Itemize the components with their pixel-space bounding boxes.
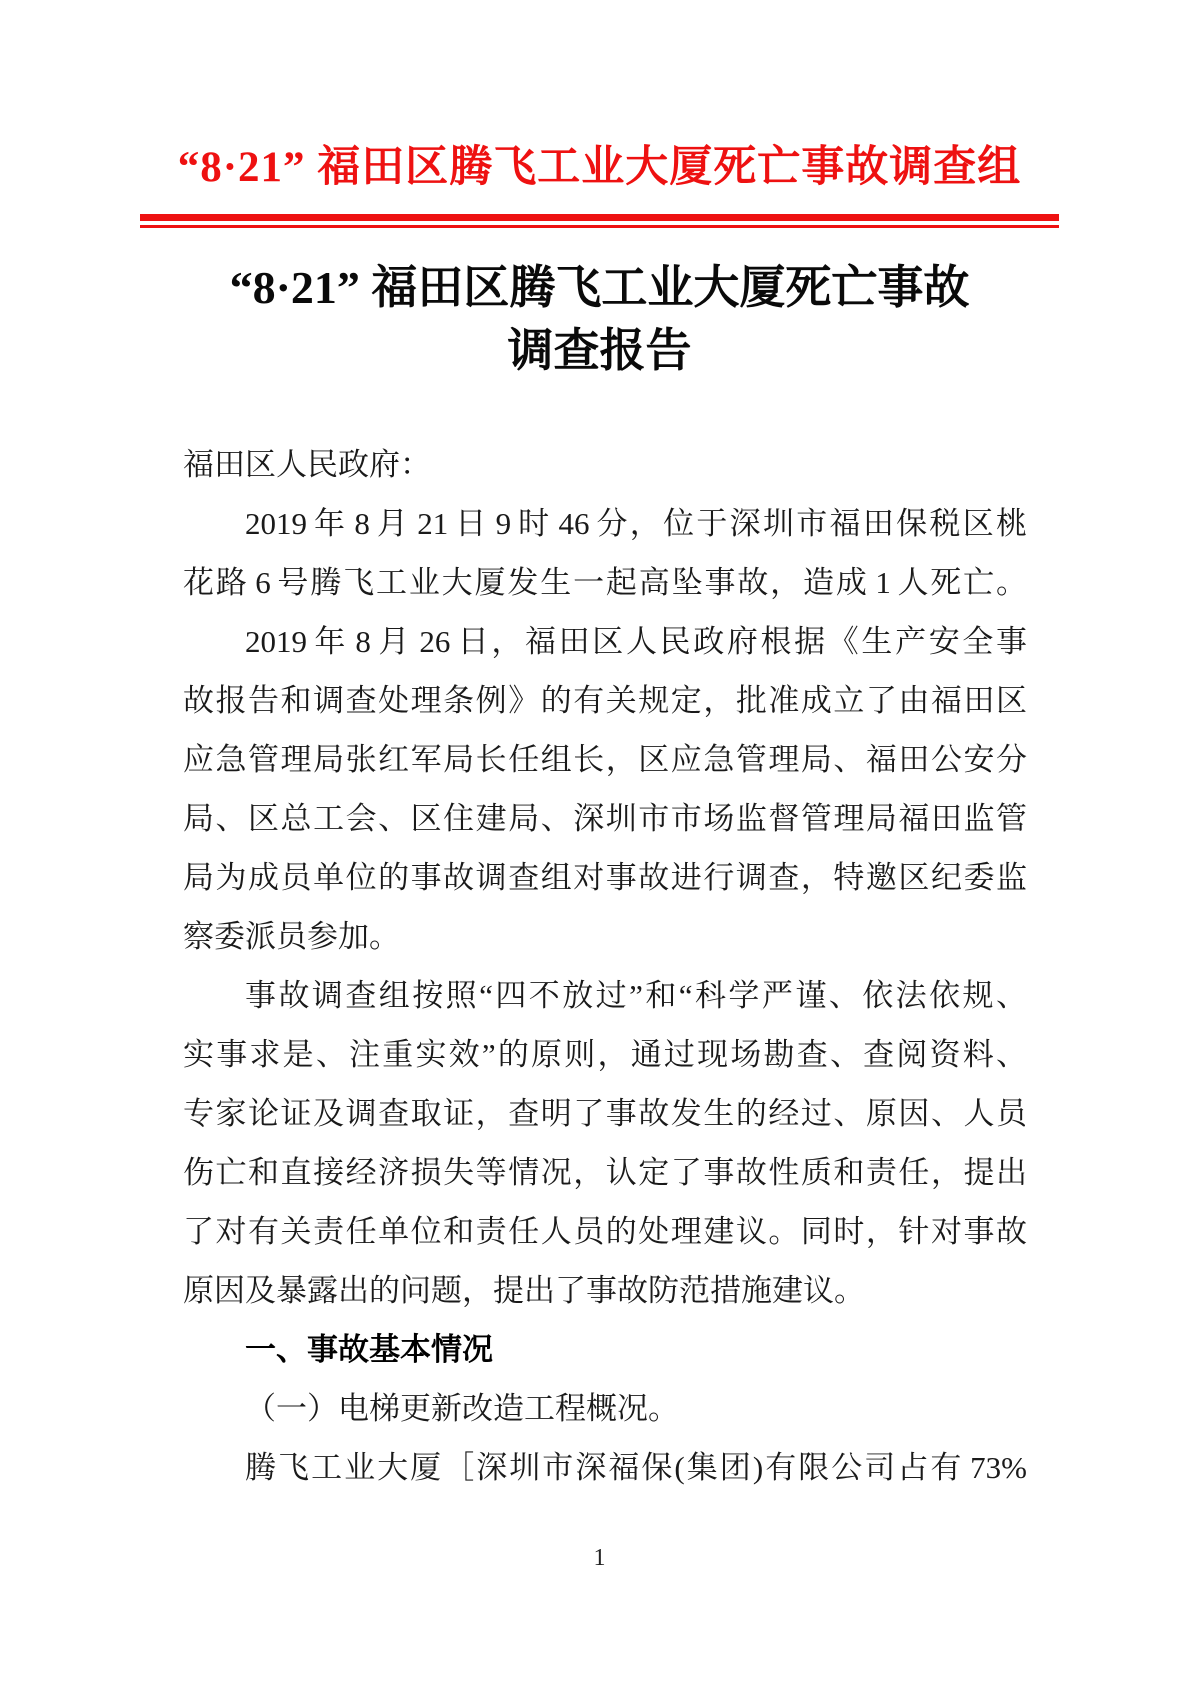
body-line: 局为成员单位的事故调查组对事故进行调查，特邀区纪委监 [183, 860, 1027, 895]
body-line: 察委派员参加。 [183, 919, 400, 954]
body-line: 局、区总工会、区住建局、深圳市市场监督管理局福田监管 [183, 801, 1027, 836]
document-body [183, 435, 1027, 1497]
document-title-line1: “8·21” 福田区腾飞工业大厦死亡事故 [229, 262, 970, 313]
body-line: 2019 年 8 月 26 日，福田区人民政府根据《生产安全事 [245, 624, 1027, 659]
body-line: 专家论证及调查取证，查明了事故发生的经过、原因、人员 [183, 1096, 1027, 1131]
document-title-line2: 调查报告 [507, 325, 692, 376]
document-title [140, 256, 1059, 382]
salutation-line: 福田区人民政府： [183, 447, 431, 482]
body-line: 了对有关责任单位和责任人员的处理建议。同时，针对事故 [183, 1214, 1027, 1249]
section-heading: 一、事故基本情况 [245, 1332, 493, 1367]
letterhead-org-title: “8·21” 福田区腾飞工业大厦死亡事故调查组 [177, 144, 1022, 191]
body-line: 腾飞工业大厦［深圳市深福保(集团)有限公司占有 73% [245, 1450, 1027, 1485]
page-number: 1 [593, 1545, 606, 1571]
subsection-heading: （一）电梯更新改造工程概况。 [245, 1391, 679, 1426]
letterhead-double-rule [140, 214, 1059, 228]
body-line: 故报告和调查处理条例》的有关规定，批准成立了由福田区 [183, 683, 1027, 718]
body-line: 原因及暴露出的问题，提出了事故防范措施建议。 [183, 1273, 865, 1308]
body-line: 花路 6 号腾飞工业大厦发生一起高坠事故，造成 1 人死亡。 [183, 565, 1027, 600]
body-line: 伤亡和直接经济损失等情况，认定了事故性质和责任，提出 [183, 1155, 1027, 1190]
body-line: 2019 年 8 月 21 日 9 时 46 分，位于深圳市福田保税区桃 [245, 506, 1027, 541]
rule-thin-line [140, 225, 1059, 228]
body-line: 事故调查组按照“四不放过”和“科学严谨、依法依规、 [245, 978, 1027, 1013]
document-content [140, 0, 1059, 1497]
body-line: 实事求是、注重实效”的原则，通过现场勘查、查阅资料、 [183, 1037, 1027, 1072]
body-line: 应急管理局张红军局长任组长，区应急管理局、福田公安分 [183, 742, 1027, 777]
rule-thick-line [140, 214, 1059, 221]
